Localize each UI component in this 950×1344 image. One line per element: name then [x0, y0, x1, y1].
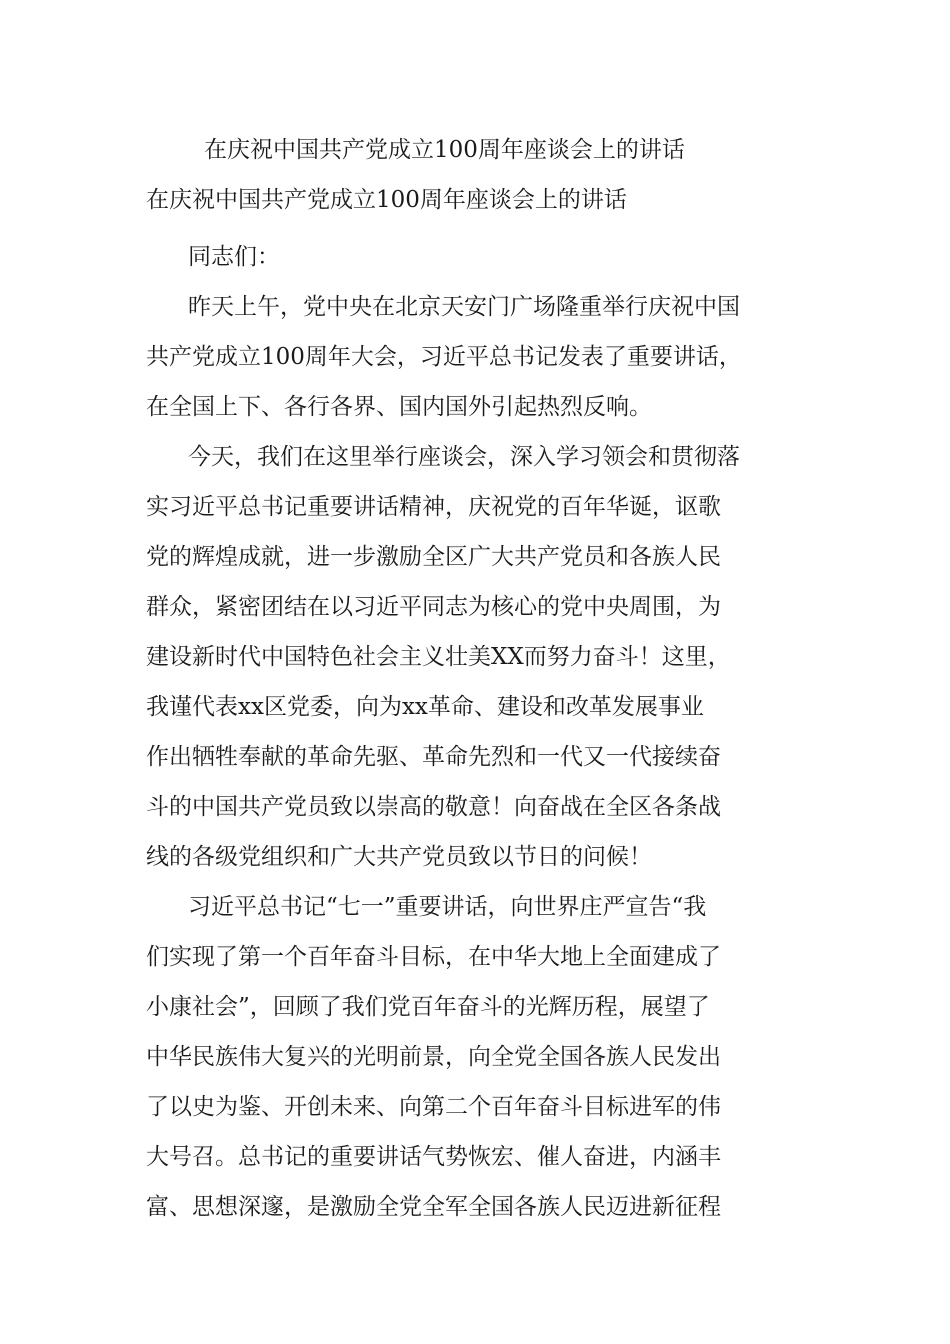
paragraph-3-line-7: 富、思想深邃，是激励全党全军全国各族人民迈进新征程 — [146, 1194, 721, 1220]
paragraph-2-line-7: 作出牺牲奉献的革命先驱、革命先烈和一代又一代接续奋 — [146, 744, 721, 770]
paragraph-2-line-4: 群众，紧密团结在以习近平同志为核心的党中央周围，为 — [146, 594, 721, 620]
paragraph-2-line-5: 建设新时代中国特色社会主义壮美XX而努力奋斗！这里， — [146, 644, 731, 670]
paragraph-3-line-2: 们实现了第一个百年奋斗目标，在中华大地上全面建成了 — [146, 944, 721, 970]
paragraph-2-line-6: 我谨代表xx区党委，向为xx革命、建设和改革发展事业 — [146, 694, 704, 720]
paragraph-2-line-8: 斗的中国共产党员致以崇高的敬意！向奋战在全区各条战 — [146, 794, 721, 820]
paragraph-2-line-2: 实习近平总书记重要讲话精神，庆祝党的百年华诞，讴歌 — [146, 494, 721, 520]
paragraph-2-line-9: 线的各级党组织和广大共产党员致以节日的问候！ — [146, 844, 652, 870]
paragraph-2-line-3: 党的辉煌成就，进一步激励全区广大共产党员和各族人民 — [146, 544, 721, 570]
paragraph-1-line-2: 共产党成立100周年大会，习近平总书记发表了重要讲话， — [146, 344, 742, 370]
document-subtitle: 在庆祝中国共产党成立100周年座谈会上的讲话 — [146, 187, 627, 213]
salutation-line: 同志们： — [188, 244, 280, 270]
paragraph-1-line-3: 在全国上下、各行各界、国内国外引起热烈反响。 — [146, 394, 652, 420]
paragraph-2-line-1: 今天，我们在这里举行座谈会，深入学习领会和贯彻落 — [188, 444, 740, 470]
paragraph-3-line-4: 中华民族伟大复兴的光明前景，向全党全国各族人民发出 — [146, 1044, 721, 1070]
paragraph-3-line-5: 了以史为鉴、开创未来、向第二个百年奋斗目标进军的伟 — [146, 1094, 721, 1120]
paragraph-3-line-6: 大号召。总书记的重要讲话气势恢宏、催人奋进，内涵丰 — [146, 1144, 721, 1170]
paragraph-3-line-1: 习近平总书记“七一”重要讲话，向世界庄严宣告“我 — [188, 894, 707, 920]
paragraph-1-line-1: 昨天上午，党中央在北京天安门广场隆重举行庆祝中国 — [188, 294, 740, 320]
document-title: 在庆祝中国共产党成立100周年座谈会上的讲话 — [204, 137, 685, 163]
paragraph-3-line-3: 小康社会”，回顾了我们党百年奋斗的光辉历程，展望了 — [146, 994, 710, 1020]
document-body — [146, 232, 816, 1232]
